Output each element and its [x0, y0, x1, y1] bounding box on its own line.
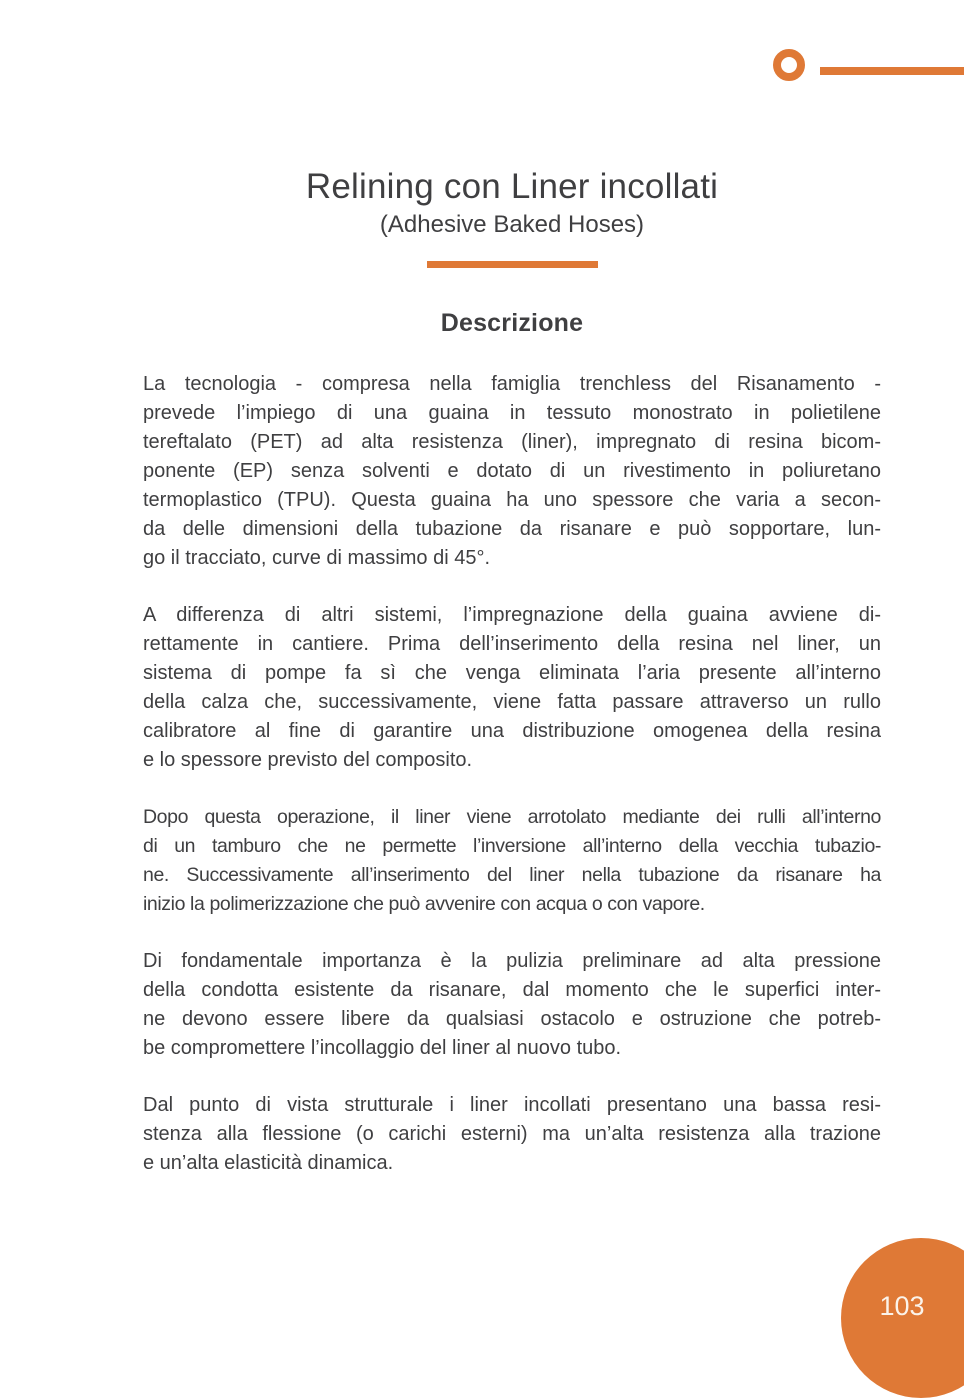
- paragraph-line: Dopo questa operazione, il liner viene arrotolato mediante dei rulli all’interno: [143, 806, 881, 828]
- paragraph-line: da delle dimensioni della tubazione da risanare e può sopportare, lun-: [143, 518, 881, 540]
- paragraph-line: ponente (EP) senza solventi e dotato di un rivestimento in poliuretano: [143, 460, 881, 482]
- paragraph: [143, 1091, 881, 1178]
- paragraph-line: ne. Successivamente all’inserimento del liner nella tubazione da risanare ha: [143, 864, 881, 886]
- paragraph: [143, 803, 881, 919]
- page-content: [143, 0, 881, 1206]
- paragraph-line: della condotta esistente da risanare, dal momento che le superfici inter-: [143, 979, 881, 1001]
- paragraph-line: sistema di pompe fa sì che venga eliminata l’aria presente all’interno: [143, 662, 881, 684]
- paragraph-line: be compromettere l’incollaggio del liner al nuovo tubo.: [143, 1037, 622, 1059]
- paragraph-line: calibratore al fine di garantire una distribuzione omogenea della resina: [143, 720, 881, 742]
- paragraph-line: di un tamburo che ne permette l’inversione all’interno della vecchia tubazio-: [143, 835, 881, 857]
- page-number: 103: [879, 1291, 925, 1321]
- paragraph-line: Di fondamentale importanza è la pulizia preliminare ad alta pressione: [143, 950, 881, 972]
- section-heading: Descrizione: [440, 309, 584, 337]
- paragraph-line: rettamente in cantiere. Prima dell’inserimento della resina nel liner, un: [143, 633, 881, 655]
- paragraph-line: tereftalato (PET) ad alta resistenza (liner), impregnato di resina bicom-: [143, 431, 881, 453]
- paragraph: [143, 370, 881, 573]
- title-divider: [427, 261, 598, 268]
- paragraph-line: inizio la polimerizzazione che può avvenire con acqua o con vapore.: [143, 893, 705, 915]
- page-subtitle: (Adhesive Baked Hoses): [379, 211, 645, 238]
- paragraph: [143, 947, 881, 1063]
- paragraph-line: La tecnologia - compresa nella famiglia trenchless del Risanamento -: [143, 373, 881, 395]
- page-number-badge: [841, 1238, 964, 1398]
- body-paragraphs: [143, 370, 881, 1178]
- paragraph-line: A differenza di altri sistemi, l’impregnazione della guaina avviene di-: [143, 604, 881, 626]
- paragraph-line: prevede l’impiego di una guaina in tessuto monostrato in polietilene: [143, 402, 881, 424]
- page-title: Relining con Liner incollati: [305, 167, 719, 206]
- paragraph-line: go il tracciato, curve di massimo di 45°.: [143, 547, 491, 569]
- paragraph-line: della calza che, successivamente, viene fatta passare attraverso un rullo: [143, 691, 881, 713]
- paragraph-line: e lo spessore previsto del composito.: [143, 749, 473, 771]
- paragraph-line: stenza alla flessione (o carichi esterni) ma un’alta resistenza alla trazione: [143, 1123, 881, 1145]
- paragraph-line: termoplastico (TPU). Questa guaina ha uno spessore che varia a secon-: [143, 489, 881, 511]
- paragraph-line: ne devono essere libere da qualsiasi ostacolo e ostruzione che potreb-: [143, 1008, 881, 1030]
- paragraph: [143, 601, 881, 775]
- paragraph-line: Dal punto di vista strutturale i liner incollati presentano una bassa resi-: [143, 1094, 881, 1116]
- paragraph-line: e un’alta elasticità dinamica.: [143, 1152, 394, 1174]
